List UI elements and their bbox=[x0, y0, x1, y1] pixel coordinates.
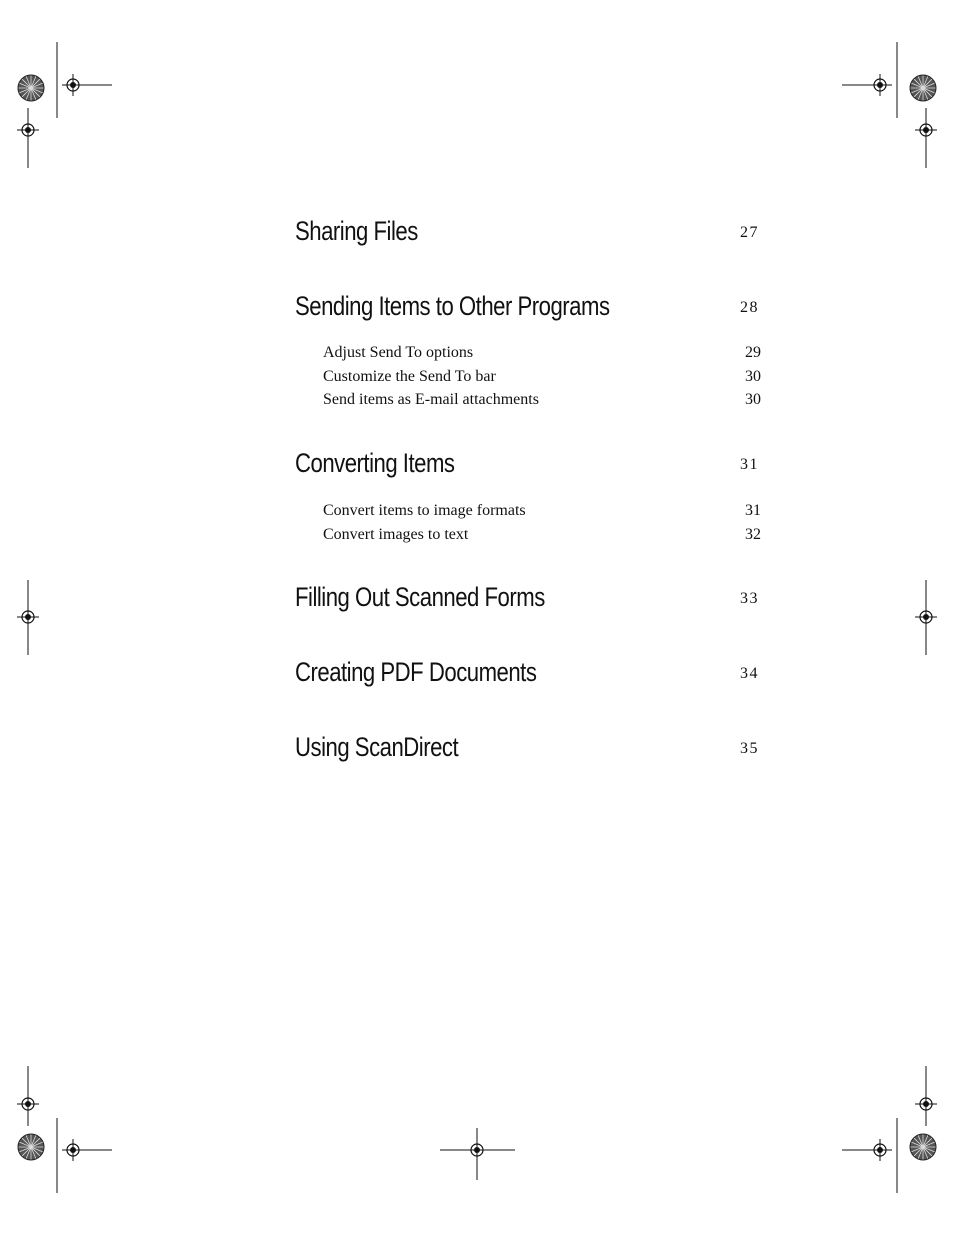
entry-label: Adjust Send To options bbox=[323, 344, 474, 361]
section-page-number[interactable]: 28 bbox=[740, 299, 759, 316]
toc-entry[interactable] bbox=[295, 344, 761, 368]
entry-label: Convert images to text bbox=[323, 525, 469, 543]
entry-page-number: 29 bbox=[745, 344, 761, 361]
toc-section bbox=[295, 291, 761, 415]
section-title[interactable]: Converting Items bbox=[295, 448, 455, 478]
toc-section bbox=[295, 582, 761, 622]
toc-entry[interactable] bbox=[295, 526, 761, 550]
section-page-number[interactable]: 33 bbox=[740, 590, 759, 607]
section-title[interactable]: Using ScanDirect bbox=[295, 732, 459, 762]
entry-page-number: 32 bbox=[745, 525, 761, 543]
entry-label: Customize the Send To bar bbox=[323, 367, 496, 385]
entry-page-number: 30 bbox=[745, 391, 761, 408]
section-title[interactable]: Creating PDF Documents bbox=[295, 657, 537, 687]
section-title[interactable]: Filling Out Scanned Forms bbox=[295, 582, 545, 612]
toc-entry[interactable] bbox=[295, 391, 761, 415]
toc-entry[interactable] bbox=[295, 368, 761, 392]
section-page-number[interactable]: 35 bbox=[740, 740, 759, 757]
toc-entry[interactable] bbox=[295, 502, 761, 526]
toc-section bbox=[295, 216, 761, 256]
entry-page-number: 31 bbox=[745, 502, 761, 519]
entry-label: Convert items to image formats bbox=[323, 502, 526, 519]
section-title[interactable]: Sending Items to Other Programs bbox=[295, 291, 610, 321]
entry-page-number: 30 bbox=[745, 367, 761, 385]
toc-section bbox=[295, 657, 761, 697]
section-page-number[interactable]: 31 bbox=[740, 456, 759, 473]
section-page-number[interactable]: 34 bbox=[740, 665, 759, 682]
section-title[interactable]: Sharing Files bbox=[295, 216, 418, 246]
entry-label: Send items as E-mail attachments bbox=[323, 391, 539, 408]
toc-section bbox=[295, 448, 761, 549]
section-page-number[interactable]: 27 bbox=[740, 224, 759, 241]
toc-section bbox=[295, 732, 761, 772]
